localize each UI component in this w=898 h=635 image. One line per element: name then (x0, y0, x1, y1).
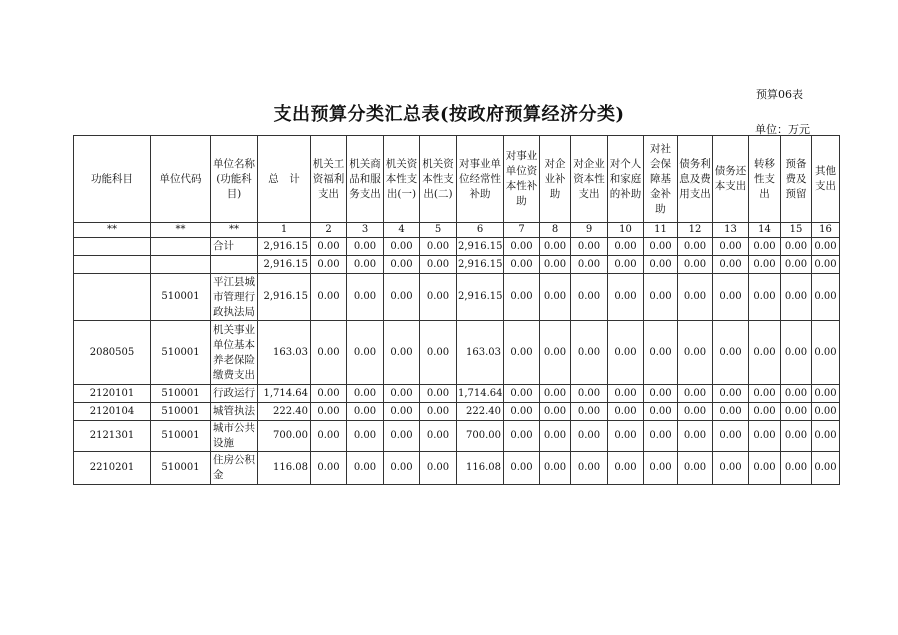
column-header: 机关工资福利支出 (311, 136, 347, 223)
value-cell: 0.00 (571, 421, 608, 452)
value-cell: 2,916.15 (457, 256, 504, 274)
value-cell: 0.00 (713, 256, 749, 274)
value-cell: 0.00 (571, 452, 608, 485)
value-cell: 0.00 (608, 256, 644, 274)
unit-code-cell: 510001 (151, 321, 211, 385)
value-cell: 0.00 (571, 256, 608, 274)
index-row (74, 223, 840, 238)
value-cell: 0.00 (678, 274, 713, 321)
value-cell: 0.00 (749, 321, 781, 385)
header-row (74, 136, 840, 223)
value-cell: 0.00 (420, 238, 457, 256)
value-cell: 0.00 (347, 238, 384, 256)
table-row (74, 452, 840, 485)
value-cell: 0.00 (812, 321, 840, 385)
column-header: 对个人和家庭的补助 (608, 136, 644, 223)
value-cell: 0.00 (713, 421, 749, 452)
value-cell: 0.00 (571, 274, 608, 321)
value-cell: 0.00 (347, 321, 384, 385)
value-cell: 0.00 (420, 421, 457, 452)
value-cell: 0.00 (781, 403, 812, 421)
value-cell: 0.00 (749, 238, 781, 256)
index-cell: 11 (644, 223, 678, 238)
value-cell: 0.00 (608, 238, 644, 256)
value-cell: 0.00 (781, 274, 812, 321)
value-cell: 0.00 (384, 321, 420, 385)
value-cell: 0.00 (311, 274, 347, 321)
table-row (74, 274, 840, 321)
value-cell: 0.00 (781, 238, 812, 256)
column-header: 债务还本支出 (713, 136, 749, 223)
index-cell: ** (74, 223, 151, 238)
table-row (74, 256, 840, 274)
value-cell: 0.00 (311, 256, 347, 274)
table-code: 预算06表 (756, 88, 803, 101)
column-header: 对事业单位资本性补助 (504, 136, 540, 223)
value-cell: 0.00 (713, 403, 749, 421)
column-header: 对事业单位经常性补助 (457, 136, 504, 223)
value-cell: 0.00 (713, 238, 749, 256)
value-cell: 0.00 (504, 403, 540, 421)
unit-code-cell: 510001 (151, 403, 211, 421)
value-cell: 116.08 (457, 452, 504, 485)
value-cell: 0.00 (644, 421, 678, 452)
value-cell: 0.00 (713, 385, 749, 403)
value-cell: 0.00 (608, 385, 644, 403)
value-cell: 0.00 (678, 321, 713, 385)
value-cell: 0.00 (608, 452, 644, 485)
total-cell: 2,916.15 (258, 238, 311, 256)
value-cell: 0.00 (781, 256, 812, 274)
index-cell: 1 (258, 223, 311, 238)
column-header: 单位名称(功能科目) (211, 136, 258, 223)
total-cell: 222.40 (258, 403, 311, 421)
value-cell: 0.00 (420, 403, 457, 421)
table-row (74, 238, 840, 256)
index-cell: 5 (420, 223, 457, 238)
index-cell: 4 (384, 223, 420, 238)
value-cell: 0.00 (749, 403, 781, 421)
column-header: 对社会保障基金补助 (644, 136, 678, 223)
value-cell: 0.00 (384, 403, 420, 421)
budget-table (73, 135, 840, 485)
value-cell: 0.00 (644, 321, 678, 385)
value-cell: 0.00 (311, 385, 347, 403)
index-cell: 3 (347, 223, 384, 238)
value-cell: 0.00 (781, 421, 812, 452)
value-cell: 0.00 (608, 321, 644, 385)
unit-name-cell: 行政运行 (211, 385, 258, 403)
value-cell: 0.00 (571, 238, 608, 256)
value-cell: 2,916.15 (457, 274, 504, 321)
index-cell: 10 (608, 223, 644, 238)
value-cell: 0.00 (749, 274, 781, 321)
index-cell: 15 (781, 223, 812, 238)
value-cell: 0.00 (540, 238, 571, 256)
value-cell: 0.00 (644, 238, 678, 256)
index-cell: 9 (571, 223, 608, 238)
value-cell: 0.00 (713, 321, 749, 385)
value-cell: 0.00 (812, 421, 840, 452)
index-cell: 8 (540, 223, 571, 238)
value-cell: 0.00 (749, 385, 781, 403)
value-cell: 0.00 (420, 385, 457, 403)
value-cell: 0.00 (347, 403, 384, 421)
value-cell: 0.00 (311, 238, 347, 256)
total-cell: 116.08 (258, 452, 311, 485)
value-cell: 0.00 (384, 274, 420, 321)
index-cell: 14 (749, 223, 781, 238)
value-cell: 0.00 (384, 452, 420, 485)
value-cell: 0.00 (420, 321, 457, 385)
total-cell: 163.03 (258, 321, 311, 385)
unit-code-cell: 510001 (151, 421, 211, 452)
function-code-cell: 2120104 (74, 403, 151, 421)
column-header: 对企业资本性支出 (571, 136, 608, 223)
value-cell: 0.00 (812, 452, 840, 485)
value-cell: 0.00 (420, 256, 457, 274)
value-cell: 0.00 (384, 385, 420, 403)
unit-label: 单位：万元 (755, 123, 810, 136)
value-cell: 0.00 (504, 321, 540, 385)
index-cell: ** (211, 223, 258, 238)
unit-name-cell: 合计 (211, 238, 258, 256)
value-cell: 0.00 (571, 321, 608, 385)
value-cell: 0.00 (540, 421, 571, 452)
value-cell: 0.00 (749, 452, 781, 485)
value-cell: 0.00 (644, 385, 678, 403)
index-cell: 13 (713, 223, 749, 238)
unit-name-cell: 机关事业单位基本养老保险缴费支出 (211, 321, 258, 385)
value-cell: 1,714.64 (457, 385, 504, 403)
unit-code-cell: 510001 (151, 385, 211, 403)
value-cell: 163.03 (457, 321, 504, 385)
index-cell: 12 (678, 223, 713, 238)
value-cell: 700.00 (457, 421, 504, 452)
value-cell: 0.00 (781, 385, 812, 403)
value-cell: 0.00 (644, 452, 678, 485)
value-cell: 0.00 (384, 256, 420, 274)
function-code-cell: 2080505 (74, 321, 151, 385)
value-cell: 0.00 (812, 403, 840, 421)
value-cell: 0.00 (678, 256, 713, 274)
document-title: 支出预算分类汇总表(按政府预算经济分类) (273, 104, 625, 125)
value-cell: 0.00 (749, 256, 781, 274)
value-cell: 222.40 (457, 403, 504, 421)
value-cell: 0.00 (644, 274, 678, 321)
unit-code-cell (151, 238, 211, 256)
value-cell: 0.00 (540, 274, 571, 321)
column-header: 功能科目 (74, 136, 151, 223)
value-cell: 0.00 (504, 274, 540, 321)
value-cell: 0.00 (420, 452, 457, 485)
value-cell: 0.00 (812, 256, 840, 274)
value-cell: 0.00 (504, 256, 540, 274)
function-code-cell (74, 274, 151, 321)
value-cell: 0.00 (571, 385, 608, 403)
function-code-cell (74, 238, 151, 256)
index-cell: 7 (504, 223, 540, 238)
index-cell: 2 (311, 223, 347, 238)
value-cell: 0.00 (749, 421, 781, 452)
value-cell: 0.00 (540, 403, 571, 421)
column-header: 转移性支出 (749, 136, 781, 223)
index-cell: ** (151, 223, 211, 238)
value-cell: 0.00 (812, 385, 840, 403)
index-cell: 16 (812, 223, 840, 238)
column-header: 对企业补助 (540, 136, 571, 223)
value-cell: 0.00 (540, 256, 571, 274)
column-header: 其他支出 (812, 136, 840, 223)
value-cell: 0.00 (311, 452, 347, 485)
value-cell: 0.00 (540, 321, 571, 385)
column-header: 机关商品和服务支出 (347, 136, 384, 223)
value-cell: 0.00 (678, 403, 713, 421)
value-cell: 0.00 (678, 385, 713, 403)
value-cell: 0.00 (812, 274, 840, 321)
function-code-cell (74, 256, 151, 274)
value-cell: 0.00 (347, 385, 384, 403)
value-cell: 0.00 (384, 421, 420, 452)
value-cell: 0.00 (540, 385, 571, 403)
value-cell: 0.00 (311, 403, 347, 421)
index-cell: 6 (457, 223, 504, 238)
value-cell: 0.00 (420, 274, 457, 321)
value-cell: 0.00 (540, 452, 571, 485)
value-cell: 0.00 (504, 452, 540, 485)
unit-code-cell: 510001 (151, 274, 211, 321)
value-cell: 0.00 (347, 452, 384, 485)
value-cell: 0.00 (347, 274, 384, 321)
total-cell: 2,916.15 (258, 274, 311, 321)
total-cell: 700.00 (258, 421, 311, 452)
unit-code-cell: 510001 (151, 452, 211, 485)
value-cell: 0.00 (678, 452, 713, 485)
value-cell: 0.00 (608, 274, 644, 321)
value-cell: 0.00 (571, 403, 608, 421)
unit-code-cell (151, 256, 211, 274)
value-cell: 0.00 (347, 421, 384, 452)
table-row (74, 421, 840, 452)
total-cell: 1,714.64 (258, 385, 311, 403)
value-cell: 0.00 (504, 385, 540, 403)
value-cell: 0.00 (644, 403, 678, 421)
value-cell: 0.00 (504, 421, 540, 452)
table-row (74, 321, 840, 385)
column-header: 机关资本性支出(二) (420, 136, 457, 223)
function-code-cell: 2210201 (74, 452, 151, 485)
value-cell: 0.00 (311, 421, 347, 452)
function-code-cell: 2120101 (74, 385, 151, 403)
column-header: 单位代码 (151, 136, 211, 223)
unit-name-cell (211, 256, 258, 274)
value-cell: 0.00 (608, 421, 644, 452)
unit-name-cell: 住房公积金 (211, 452, 258, 485)
column-header: 预备费及预留 (781, 136, 812, 223)
value-cell: 0.00 (678, 238, 713, 256)
value-cell: 0.00 (713, 274, 749, 321)
column-header: 债务利息及费用支出 (678, 136, 713, 223)
value-cell: 0.00 (608, 403, 644, 421)
value-cell: 2,916.15 (457, 238, 504, 256)
value-cell: 0.00 (311, 321, 347, 385)
function-code-cell: 2121301 (74, 421, 151, 452)
column-header: 总 计 (258, 136, 311, 223)
column-header: 机关资本性支出(一) (384, 136, 420, 223)
value-cell: 0.00 (504, 238, 540, 256)
table-row (74, 385, 840, 403)
total-cell: 2,916.15 (258, 256, 311, 274)
table-row (74, 403, 840, 421)
value-cell: 0.00 (781, 321, 812, 385)
value-cell: 0.00 (384, 238, 420, 256)
value-cell: 0.00 (347, 256, 384, 274)
value-cell: 0.00 (678, 421, 713, 452)
value-cell: 0.00 (644, 256, 678, 274)
unit-name-cell: 平江县城市管理行政执法局 (211, 274, 258, 321)
value-cell: 0.00 (713, 452, 749, 485)
unit-name-cell: 城管执法 (211, 403, 258, 421)
value-cell: 0.00 (812, 238, 840, 256)
unit-name-cell: 城市公共设施 (211, 421, 258, 452)
value-cell: 0.00 (781, 452, 812, 485)
